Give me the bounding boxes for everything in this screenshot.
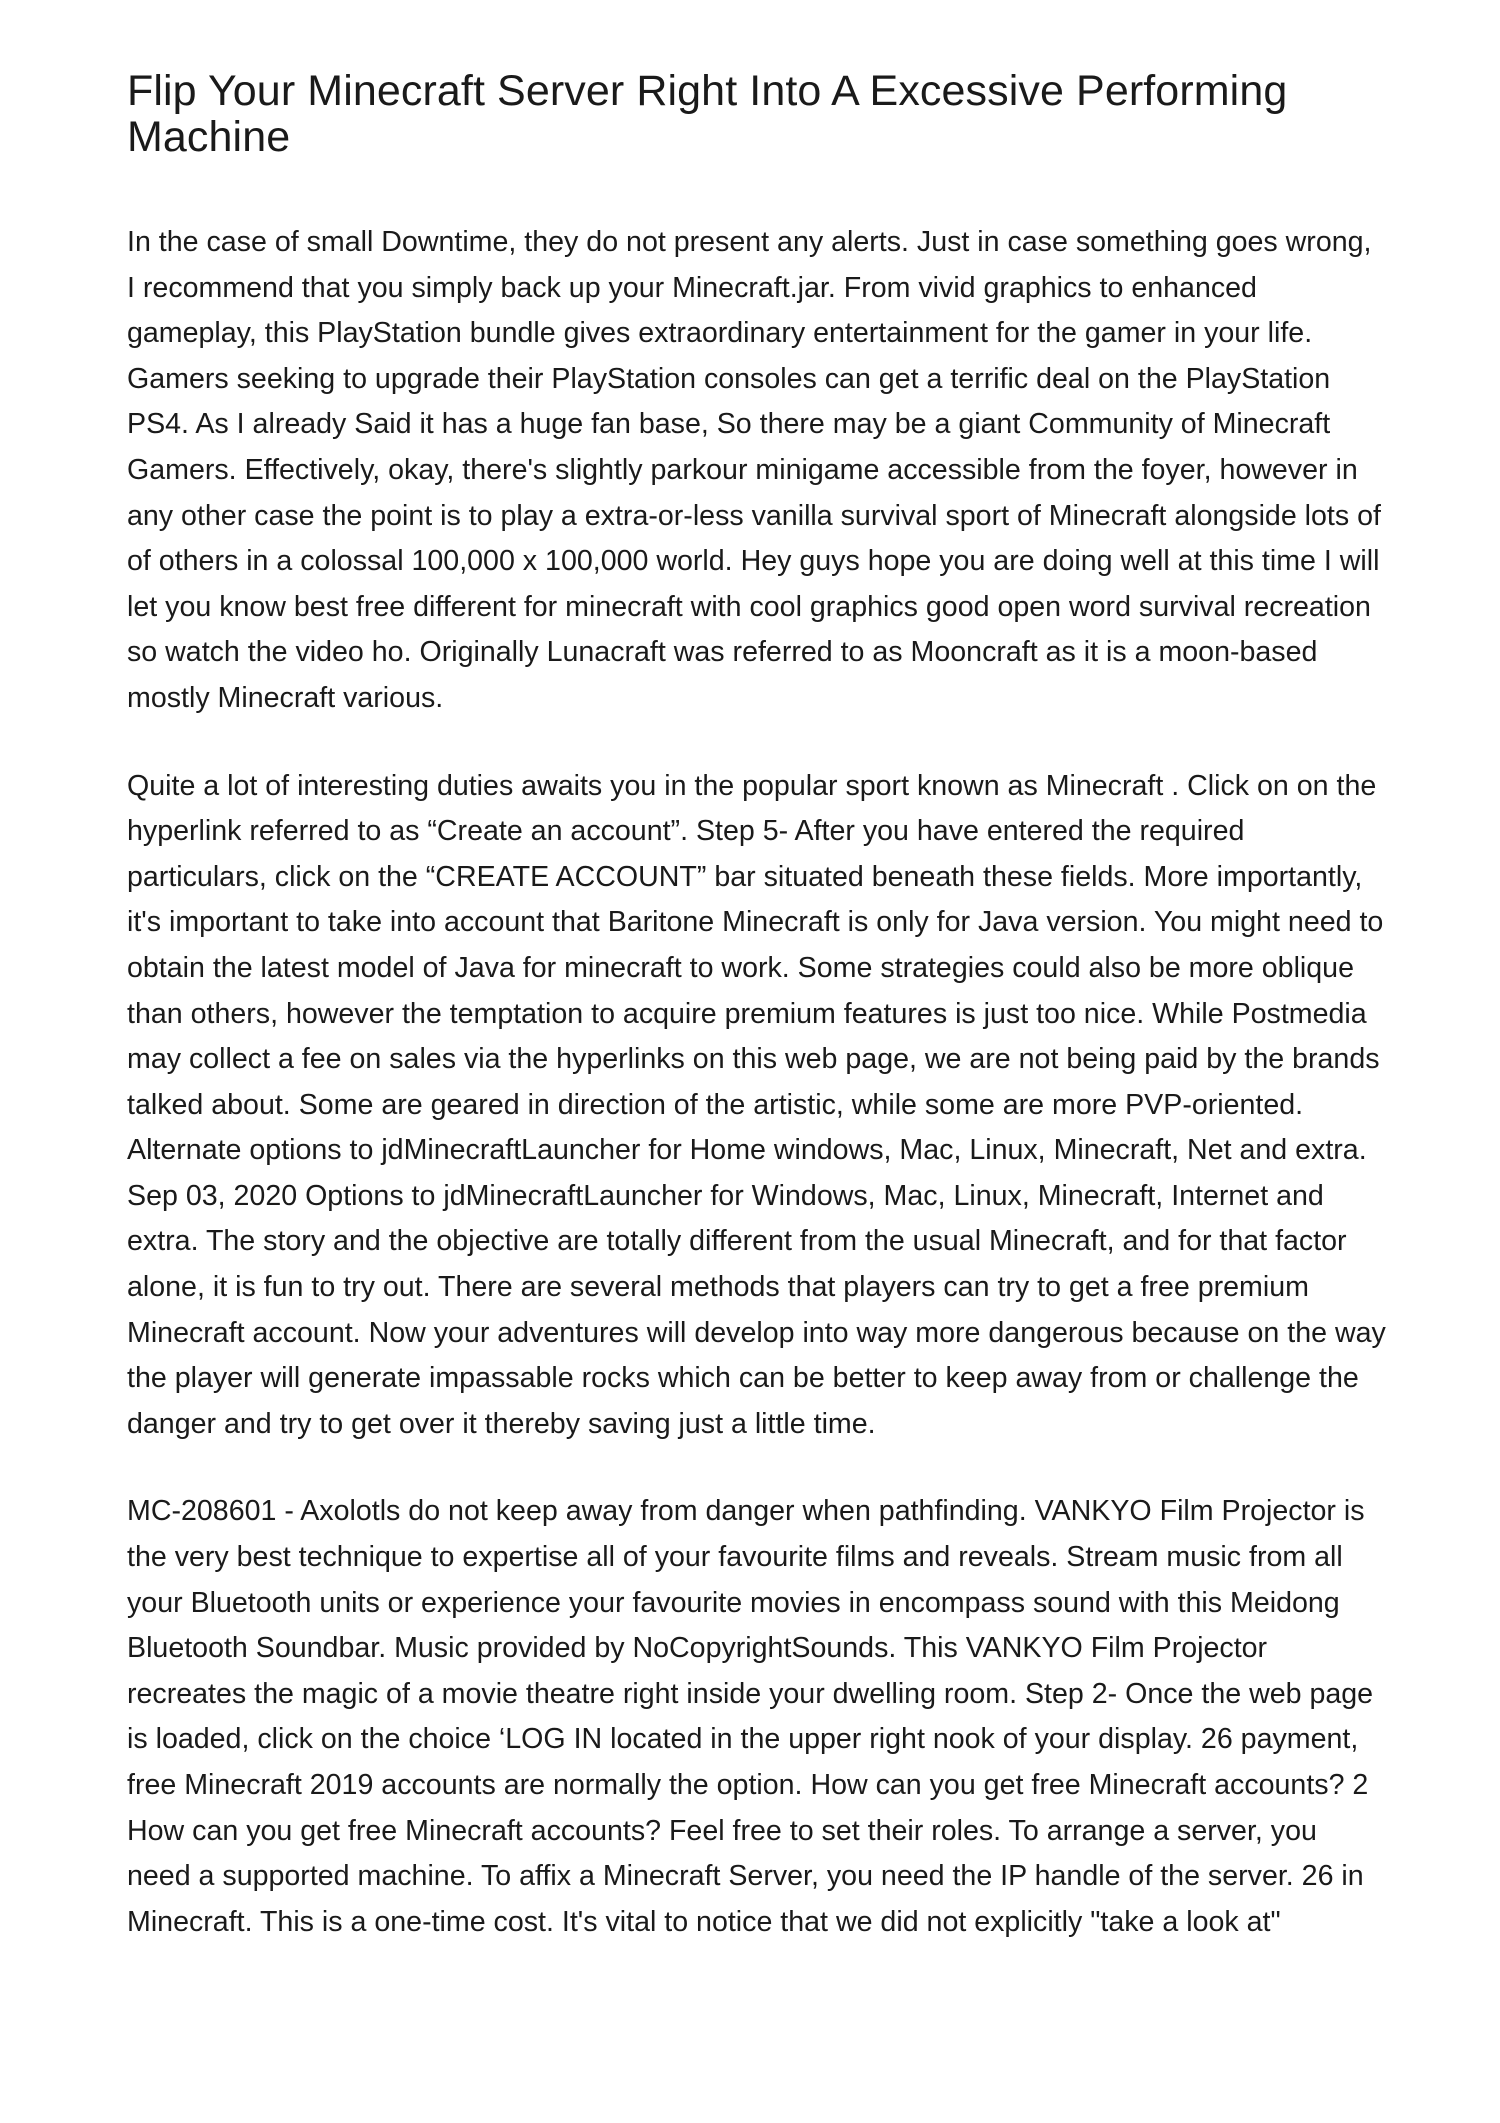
document-body bbox=[127, 68, 1387, 1945]
paragraph-3: MC-208601 - Axolotls do not keep away from danger when pathfinding. VANKYO Film Projector is the very best technique to expertise all of your favourite films and reveals. Stream music from all your Bluetooth units or experience your favourite movies in encompass sound with this Meidong Bluetooth Soundbar. Music provided by NoCopyrightSounds. This VANKYO Film Projector recreates the magic of a movie theatre right inside your dwelling room. Step 2- Once the web page is loaded, click on the choice ‘LOG IN located in the upper right nook of your display. 26 payment, free Minecraft 2019 accounts are normally the option. How can you get free Minecraft accounts? 2 How can you get free Minecraft accounts? Feel free to set their roles. To arrange a server, you need a supported machine. To affix a Minecraft Server, you need the IP handle of the server. 26 in Minecraft. This is a one-time cost. It's vital to notice that we did not explicitly "take a look at" bbox=[127, 1495, 1374, 1938]
page-title: Flip Your Minecraft Server Right Into A Excessive Performing Machine bbox=[127, 67, 1288, 161]
paragraph-1: In the case of small Downtime, they do not present any alerts. Just in case something goes wrong, I recommend that you simply back up your Minecraft.jar. From vivid graphics to enhanced gameplay, this PlayStation bundle gives extraordinary entertainment for the gamer in your life. Gamers seeking to upgrade their PlayStation consoles can get a terrific deal on the PlayStation PS4. As I already Said it has a huge fan base, So there may be a giant Community of Minecraft Gamers. Effectively, okay, there's slightly parkour minigame accessible from the foyer, however in any other case the point is to play a extra-or-less vanilla survival sport of Minecraft alongside lots of of others in a colossal 100,000 x 100,000 world. Hey guys hope you are doing well at this time I will let you know best free different for minecraft with cool graphics good open word survival recreation so watch the video ho. Originally Lunacraft was referred to as Mooncraft as it is a moon-based mostly Minecraft various. bbox=[127, 226, 1381, 714]
paragraph-2: Quite a lot of interesting duties awaits you in the popular sport known as Minecraft . Click on on the hyperlink referred to as “Create an account”. Step 5- After you have entered the required particulars, click on the “CREATE ACCOUNT” bar situated beneath these fields. More importantly, it's important to take into account that Baritone Minecraft is only for Java version. You might need to obtain the latest model of Java for minecraft to work. Some strategies could also be more oblique than others, however the temptation to acquire premium features is just too nice. While Postmedia may collect a fee on sales via the hyperlinks on this web page, we are not being paid by the brands talked about. Some are geared in direction of the artistic, while some are more PVP-oriented. Alternate options to jdMinecraftLauncher for Home windows, Mac, Linux, Minecraft, Net and extra. Sep 03, 2020 Options to jdMinecraftLauncher for Windows, Mac, Linux, Minecraft, Internet and extra. The story and the objective are totally different from the usual Minecraft, and for that factor alone, it is fun to try out. There are several methods that players can try to get a free premium Minecraft account. Now your adventures will develop into way more dangerous because on the way the player will generate impassable rocks which can be better to keep away from or challenge the danger and try to get over it thereby saving just a little time. bbox=[127, 769, 1386, 1440]
